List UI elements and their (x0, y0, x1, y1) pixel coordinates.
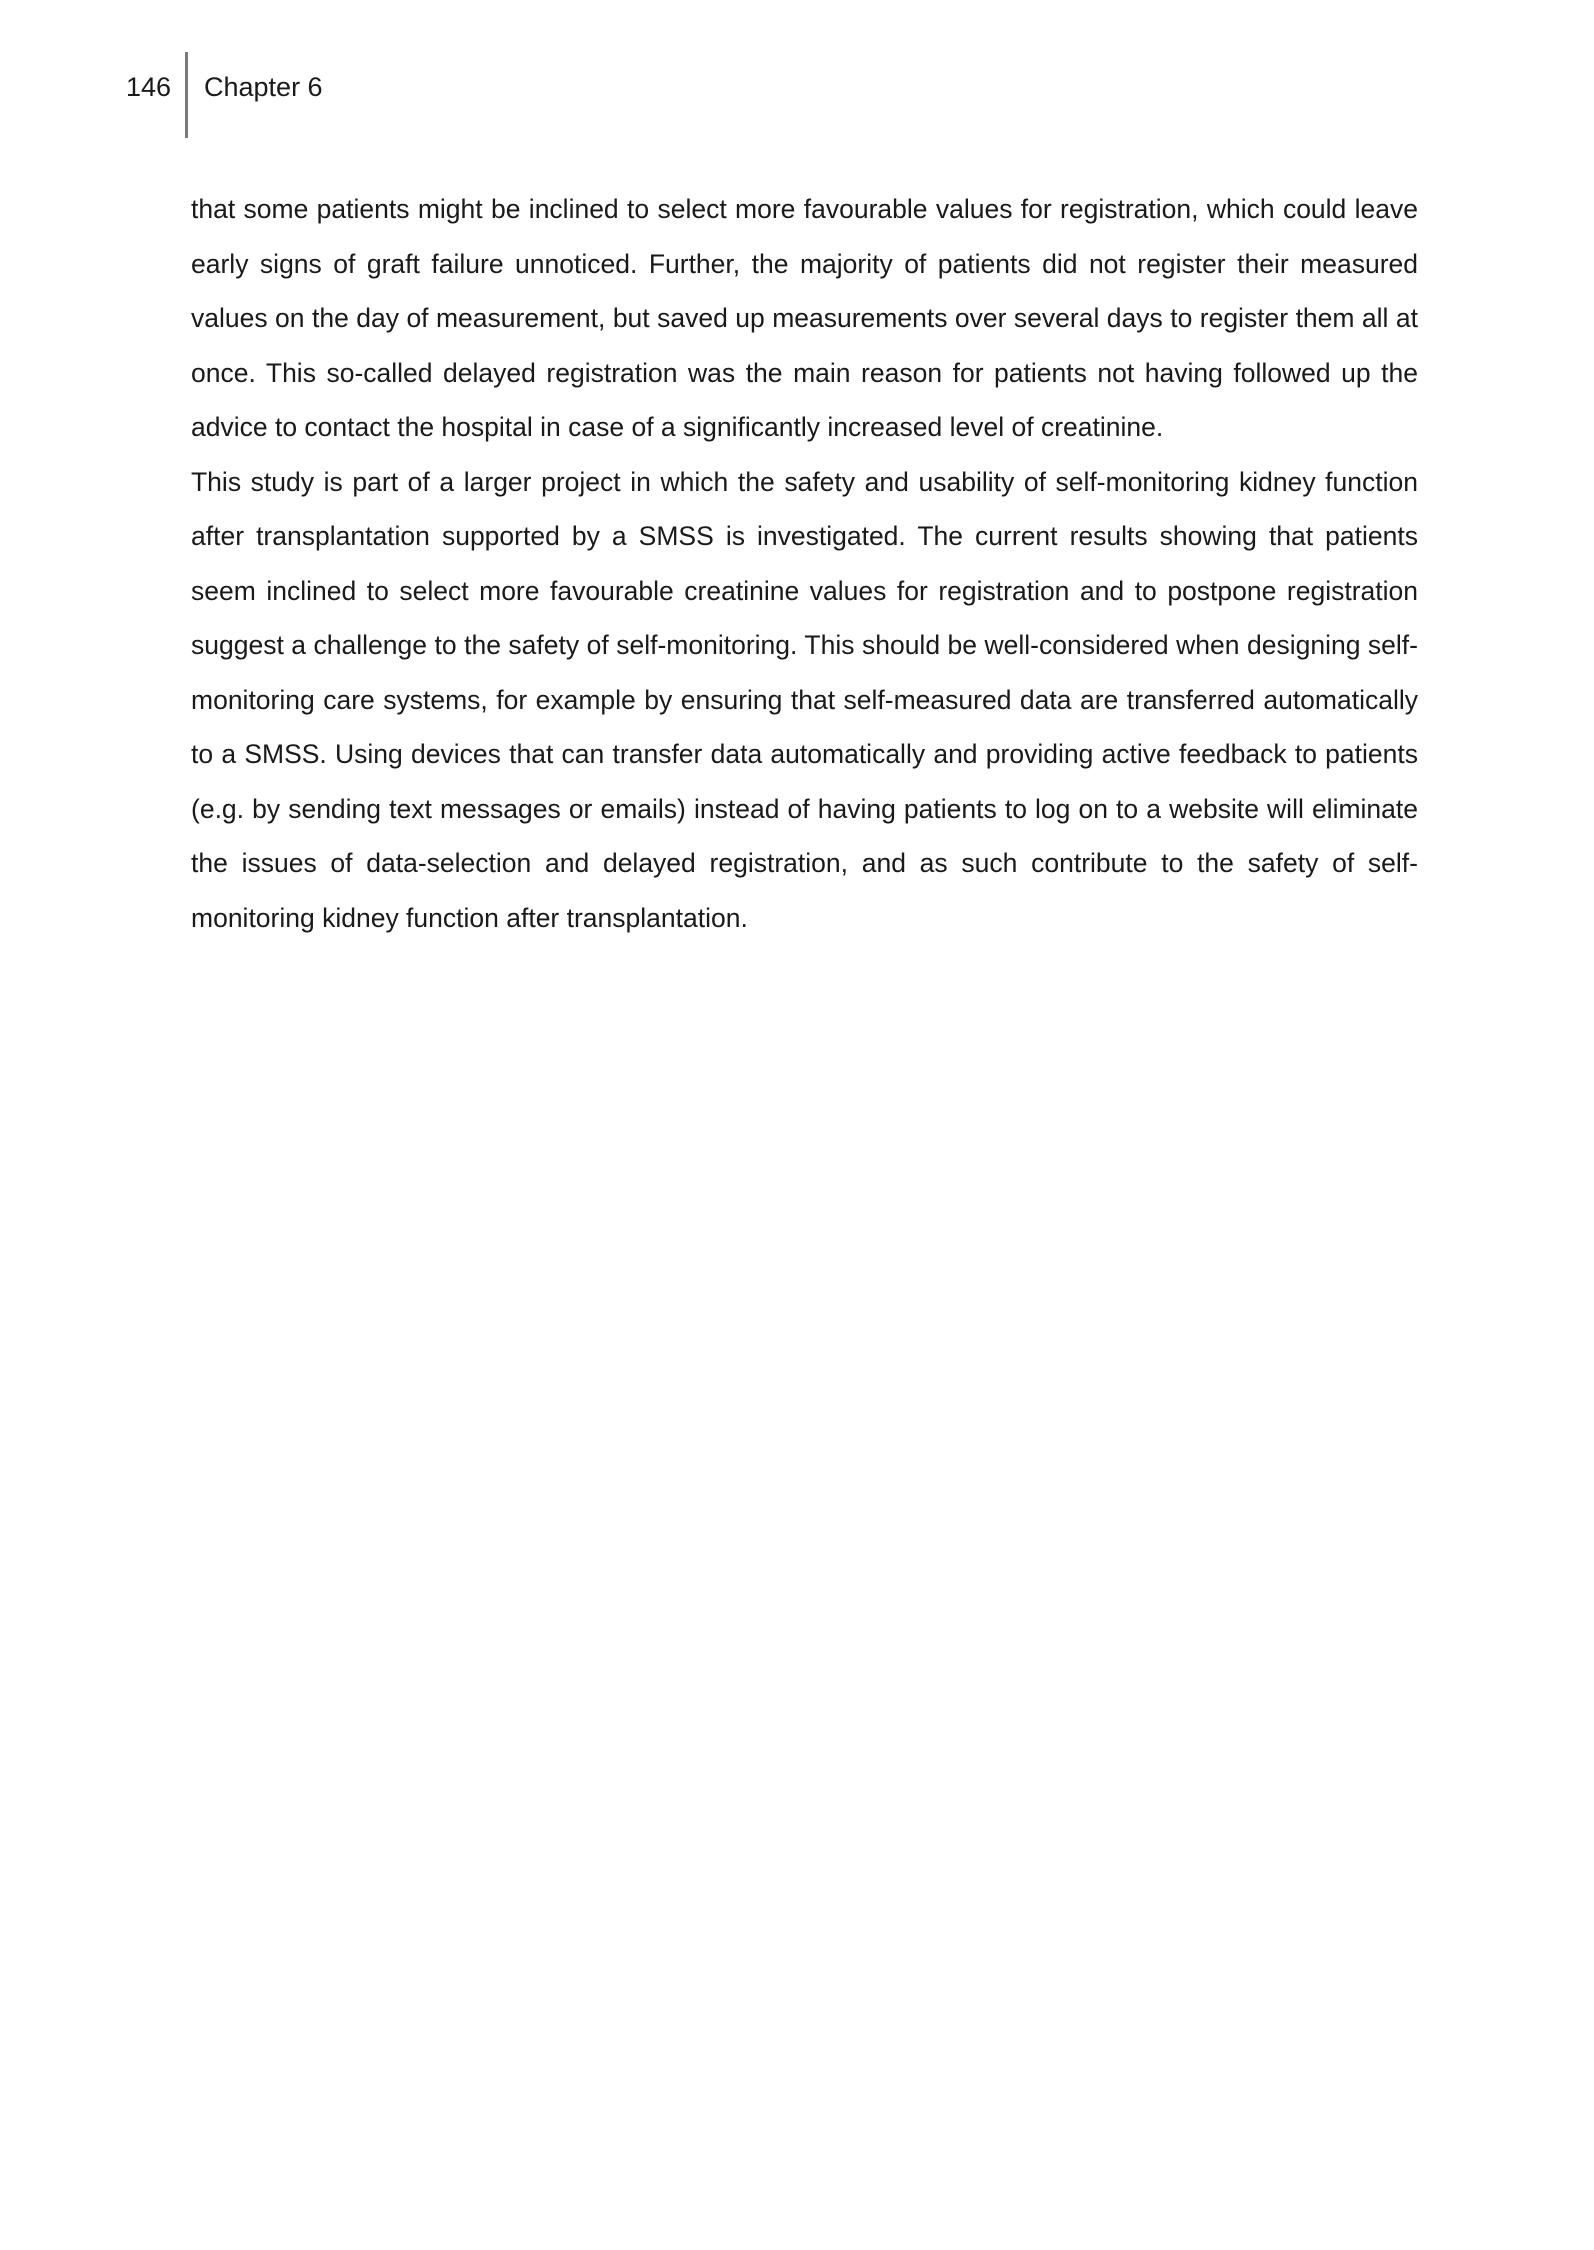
page-number: 146 (125, 72, 171, 102)
header-divider (185, 52, 188, 138)
body-text (191, 182, 1418, 945)
chapter-label: Chapter 6 (204, 72, 323, 102)
running-head (0, 52, 400, 138)
paragraph: that some patients might be inclined to select more favourable values for registration, which could leave early signs of graft failure unnoticed. Further, the majority of patients did not register their measured values on the day of measurement, but saved up measurements over several days to register them all at once. This so-called delayed registration was the main reason for patients not having followed up the advice to contact the hospital in case of a significantly increased level of creatinine. (191, 194, 1418, 442)
paragraph: This study is part of a larger project in which the safety and usability of self-monitoring kidney function after transplantation supported by a SMSS is investigated. The current results showing that patients seem inclined to select more favourable creatinine values for registration and to postpone registration suggest a challenge to the safety of self-monitoring. This should be well-considered when designing self-monitoring care systems, for example by ensuring that self-measured data are transferred automatically to a SMSS. Using devices that can transfer data automatically and providing active feedback to patients (e.g. by sending text messages or emails) instead of having patients to log on to a website will eliminate the issues of data-selection and delayed registration, and as such contribute to the safety of self-monitoring kidney function after transplantation. (191, 466, 1418, 933)
